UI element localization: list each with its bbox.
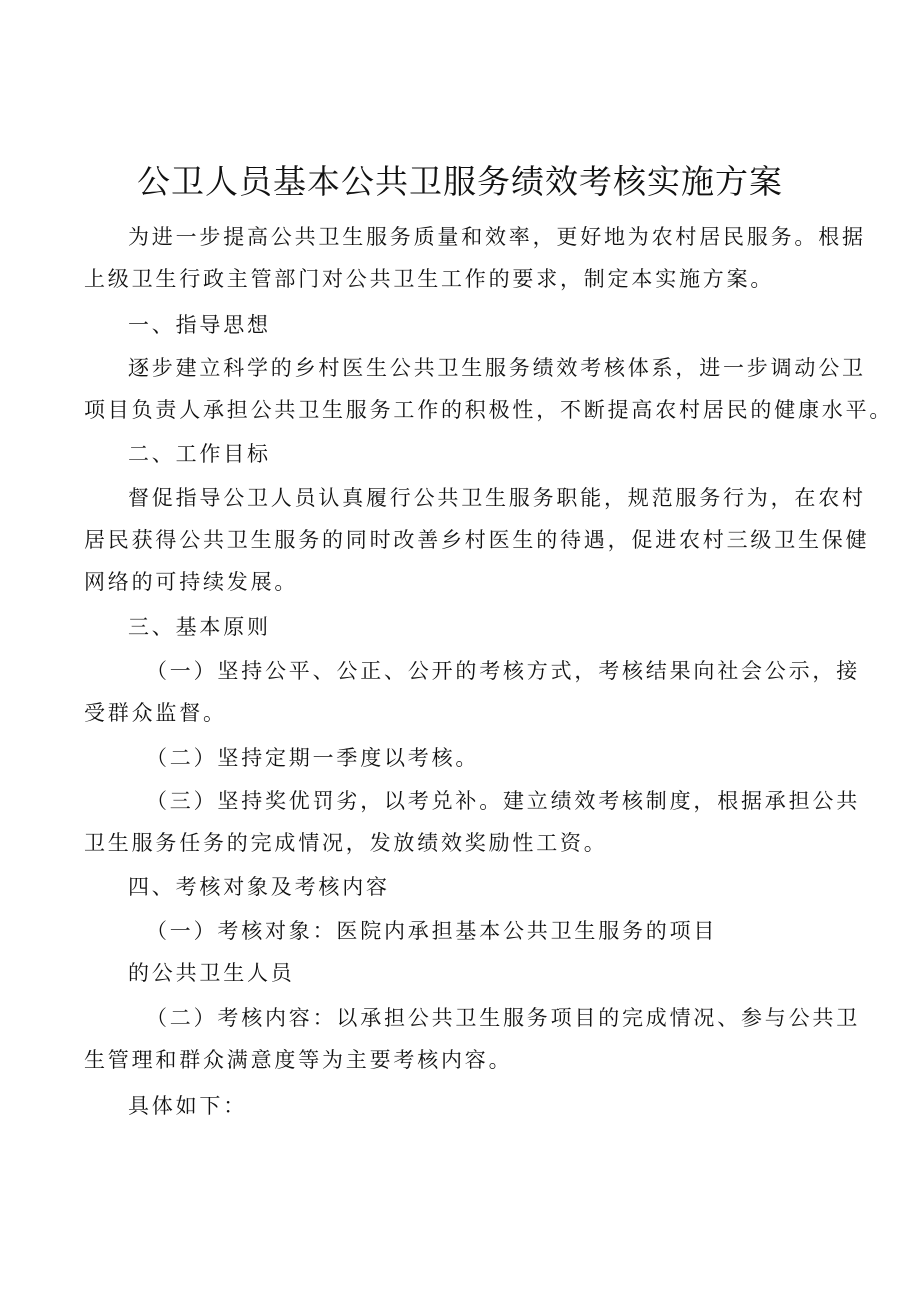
paragraph-line: （三）坚持奖优罚劣，以考兑补。建立绩效考核制度，根据承担公共	[146, 789, 860, 813]
section-3-item-2	[84, 737, 844, 779]
section-heading: 一、指导思想	[128, 313, 271, 337]
paragraph-line: 网络的可持续发展。	[84, 570, 299, 594]
section-3-item-3	[84, 780, 860, 864]
section-heading: 三、基本原则	[128, 615, 271, 639]
section-3-heading	[84, 606, 844, 648]
section-4-closing	[84, 1085, 844, 1127]
paragraph-line: 具体如下：	[128, 1094, 247, 1118]
paragraph-line: （一）坚持公平、公正、公开的考核方式，考核结果向社会公示，接	[146, 659, 860, 683]
section-3-item-1	[84, 650, 860, 734]
section-heading: 二、工作目标	[128, 442, 271, 466]
document-title: 公卫人员基本公共卫服务绩效考核实施方案	[137, 162, 783, 201]
paragraph-line: 项目负责人承担公共卫生服务工作的积极性，不断提高农村居民的健康水平。	[84, 398, 894, 422]
paragraph-line: 生管理和群众满意度等为主要考核内容。	[84, 1048, 513, 1072]
section-1-body	[84, 347, 894, 431]
paragraph-line: 卫生服务任务的完成情况，发放绩效奖励性工资。	[84, 831, 608, 855]
paragraph-line: （二）考核内容：以承担公共卫生服务项目的完成情况、参与公共卫	[146, 1006, 860, 1030]
paragraph-line: 的公共卫生人员	[128, 961, 295, 985]
section-heading: 四、考核对象及考核内容	[128, 875, 390, 899]
paragraph-line: 逐步建立科学的乡村医生公共卫生服务绩效考核体系，进一步调动公卫	[128, 356, 866, 380]
paragraph-line: 受群众监督。	[84, 701, 227, 725]
section-2-body	[84, 477, 870, 603]
paragraph-line: （二）坚持定期一季度以考核。	[146, 746, 480, 770]
paragraph-line: （一）考核对象：医院内承担基本公共卫生服务的项目	[146, 919, 718, 943]
section-4-heading	[84, 866, 844, 908]
section-2-heading	[84, 433, 844, 475]
section-4-item-1	[84, 910, 844, 994]
paragraph-line: 居民获得公共卫生服务的同时改善乡村医生的待遇，促进农村三级卫生保健	[84, 528, 870, 552]
section-1-heading	[84, 304, 844, 346]
paragraph-line: 督促指导公卫人员认真履行公共卫生服务职能，规范服务行为，在农村	[128, 486, 866, 510]
intro-line-1: 为进一步提高公共卫生服务质量和效率，更好地为农村居民服务。根据	[128, 225, 866, 249]
intro-paragraph	[84, 216, 866, 300]
section-4-item-2	[84, 997, 860, 1081]
intro-line-2: 上级卫生行政主管部门对公共卫生工作的要求，制定本实施方案。	[84, 267, 775, 291]
